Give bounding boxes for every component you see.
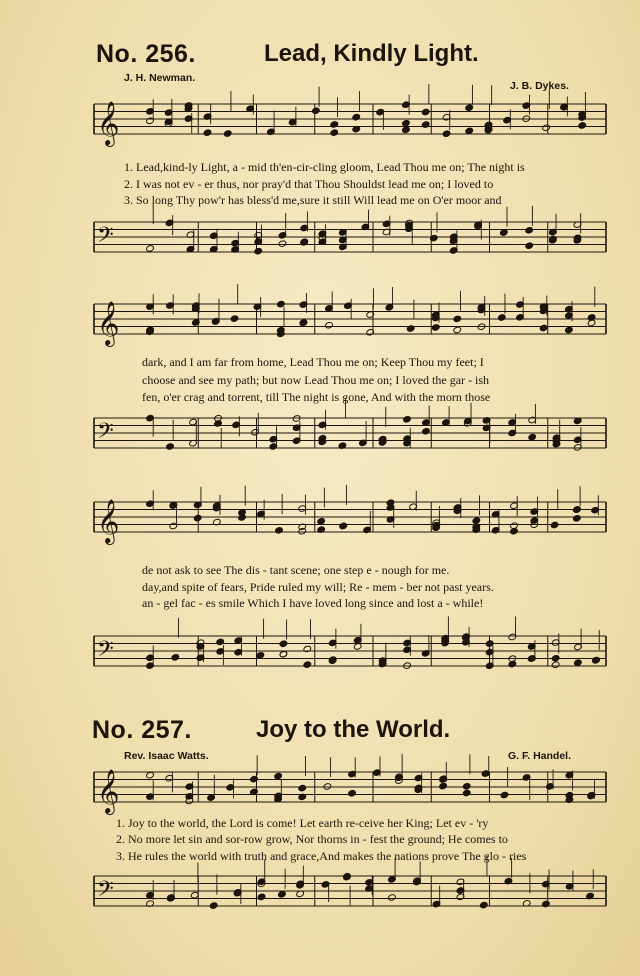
verse-line-256-2-2: choose and see my path; but now Lead Thou me on; I loved the gar - ish xyxy=(142,373,490,387)
hymn-256-title: Lead, Kindly Light. xyxy=(264,40,479,67)
treble-staff-256-3 xyxy=(0,494,640,554)
bass-staff-256-3 xyxy=(0,628,640,688)
verse-line-256-2-1: dark, and I am far from home, Lead Thou me on; Keep Thou my feet; I xyxy=(142,355,484,369)
bass-staff-256-1 xyxy=(0,214,640,274)
svg-text:𝄢: 𝄢 xyxy=(97,877,114,907)
svg-text:𝄢: 𝄢 xyxy=(97,223,114,253)
treble-staff-256-2 xyxy=(0,296,640,356)
hymn-256-author: J. H. Newman. xyxy=(124,72,196,84)
svg-text:𝄞: 𝄞 xyxy=(97,101,120,145)
bass-staff-256-2 xyxy=(0,410,640,470)
svg-text:𝄞: 𝄞 xyxy=(97,301,120,345)
hymn-257-title: Joy to the World. xyxy=(256,716,451,743)
hymn-256-composer: J. B. Dykes. xyxy=(510,80,569,92)
svg-text:𝄞: 𝄞 xyxy=(97,499,120,543)
hymn-257-author: Rev. Isaac Watts. xyxy=(124,750,209,762)
svg-text:𝄢: 𝄢 xyxy=(97,419,114,449)
treble-staff-257-1 xyxy=(0,764,640,824)
verse-line-256-1-2: 2. I was not ev - er thus, nor pray'd that Thou Shouldst lead me on; I loved to xyxy=(124,177,494,191)
bass-staff-257-1 xyxy=(0,868,640,928)
hymn-257-composer: G. F. Handel. xyxy=(508,750,572,762)
verse-line-256-2-3: fen, o'er crag and torrent, till The night is gone, And with the morn those xyxy=(142,390,491,404)
hymn-256-number: No. 256. xyxy=(96,40,196,68)
verse-line-257-1-1: 1. Joy to the world, the Lord is come! Let earth re-ceive her King; Let ev - 'ry xyxy=(116,816,489,830)
svg-text:𝄢: 𝄢 xyxy=(97,637,114,667)
verse-line-256-3-3: an - gel fac - es smile Which I have loved long since and lost a - while! xyxy=(142,596,484,610)
verse-line-256-3-1: de not ask to see The dis - tant scene; one step e - nough for me. xyxy=(142,563,450,577)
treble-staff-256-1 xyxy=(0,96,640,156)
hymn-257-number: No. 257. xyxy=(92,716,192,744)
svg-text:𝄞: 𝄞 xyxy=(97,769,120,813)
verse-line-257-1-2: 2. No more let sin and sor-row grow, Nor thorns in - fest the ground; He comes to xyxy=(116,832,508,846)
verse-line-257-1-3: 3. He rules the world with truth and grace,And makes the nations prove The glo - ries xyxy=(116,849,527,863)
verse-line-256-1-3: 3. So long Thy pow'r has bless'd me,sure it still Will lead me on O'er moor and xyxy=(124,193,502,207)
verse-line-256-3-2: day,and spite of fears, Pride ruled my will; Re - mem - ber not past years. xyxy=(142,580,494,594)
verse-line-256-1-1: 1. Lead,kind-ly Light, a - mid th'en-cir-cling gloom, Lead Thou me on; The night is xyxy=(124,160,525,174)
